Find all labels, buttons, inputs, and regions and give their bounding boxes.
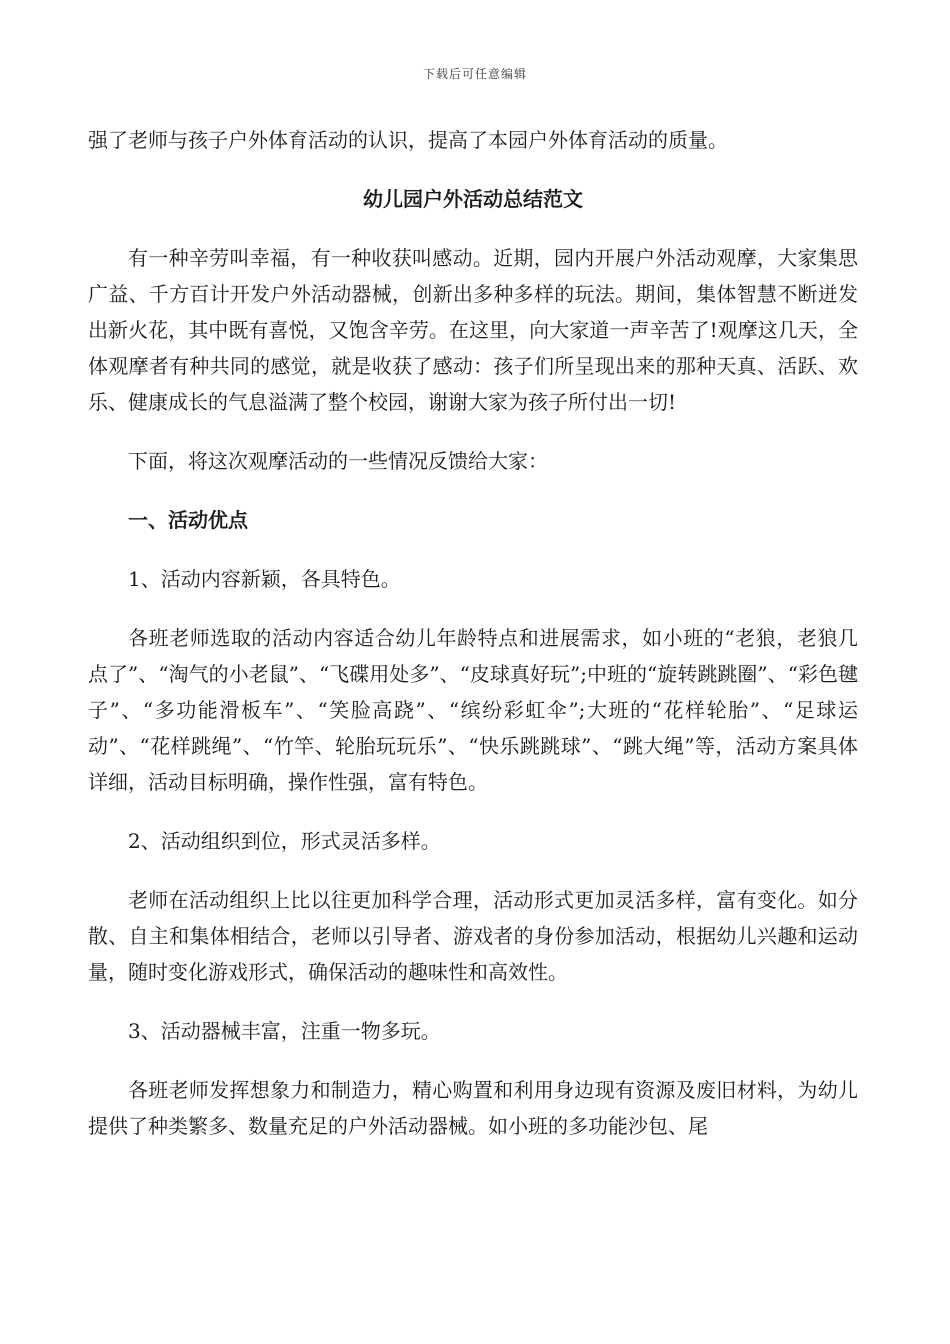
paragraph-organization: 老师在活动组织上比以往更加科学合理，活动形式更加灵活多样，富有变化。如分散、自主和集体相结合，老师以引导者、游戏者的身份参加活动，根据幼儿兴趣和运动量，随时变化游戏形式，确保活动的趣味性和高效性。 bbox=[88, 888, 858, 984]
document-title: 幼儿园户外活动总结范文 bbox=[363, 187, 583, 211]
paragraph-continued: 强了老师与孩子户外体育活动的认识，提高了本园户外体育活动的质量。 bbox=[88, 128, 728, 152]
section-heading-advantages: 一、活动优点 bbox=[128, 508, 248, 532]
page-header: 下载后可任意编辑 bbox=[422, 67, 527, 81]
subheading-1: 1、活动内容新颖，各具特色。 bbox=[128, 567, 401, 591]
paragraph-content: 各班老师选取的活动内容适合幼儿年龄特点和进展需求，如小班的“老狼，老狼几点了”、“淘气的小老鼠”、“飞碟用处多”、“皮球真好玩”;中班的“旋转跳跳圈”、“彩色毽子”、“多功能滑板车”、“笑脸高跷”、“缤纷彩虹伞”;大班的“花样轮胎”、“足球运动”、“花样跳绳”、“竹竿、轮胎玩玩乐”、“快乐跳跳球”、“跳大绳”等，活动方案具体详细，活动目标明确，操作性强，富有特色。 bbox=[88, 626, 858, 794]
paragraph-equipment: 各班老师发挥想象力和制造力，精心购置和利用身边现有资源及废旧材料，为幼儿提供了种类繁多、数量充足的户外活动器械。如小班的多功能沙包、尾 bbox=[88, 1078, 858, 1138]
paragraph-feedback: 下面，将这次观摩活动的一些情况反馈给大家： bbox=[128, 449, 548, 473]
subheading-3: 3、活动器械丰富，注重一物多玩。 bbox=[128, 1019, 441, 1043]
subheading-2: 2、活动组织到位，形式灵活多样。 bbox=[128, 829, 441, 853]
paragraph-intro: 有一种辛劳叫幸福，有一种收获叫感动。近期，园内开展户外活动观摩，大家集思广益、千方百计开发户外活动器械，创新出多种多样的玩法。期间，集体智慧不断迸发出新火花，其中既有喜悦，又饱含辛劳。在这里，向大家道一声辛苦了!观摩这几天，全体观摩者有种共同的感觉，就是收获了感动：孩子们所呈现出来的那种天真、活跃、欢乐、健康成长的气息溢满了整个校园，谢谢大家为孩子所付出一切! bbox=[88, 246, 858, 414]
document-body bbox=[88, 122, 858, 1167]
